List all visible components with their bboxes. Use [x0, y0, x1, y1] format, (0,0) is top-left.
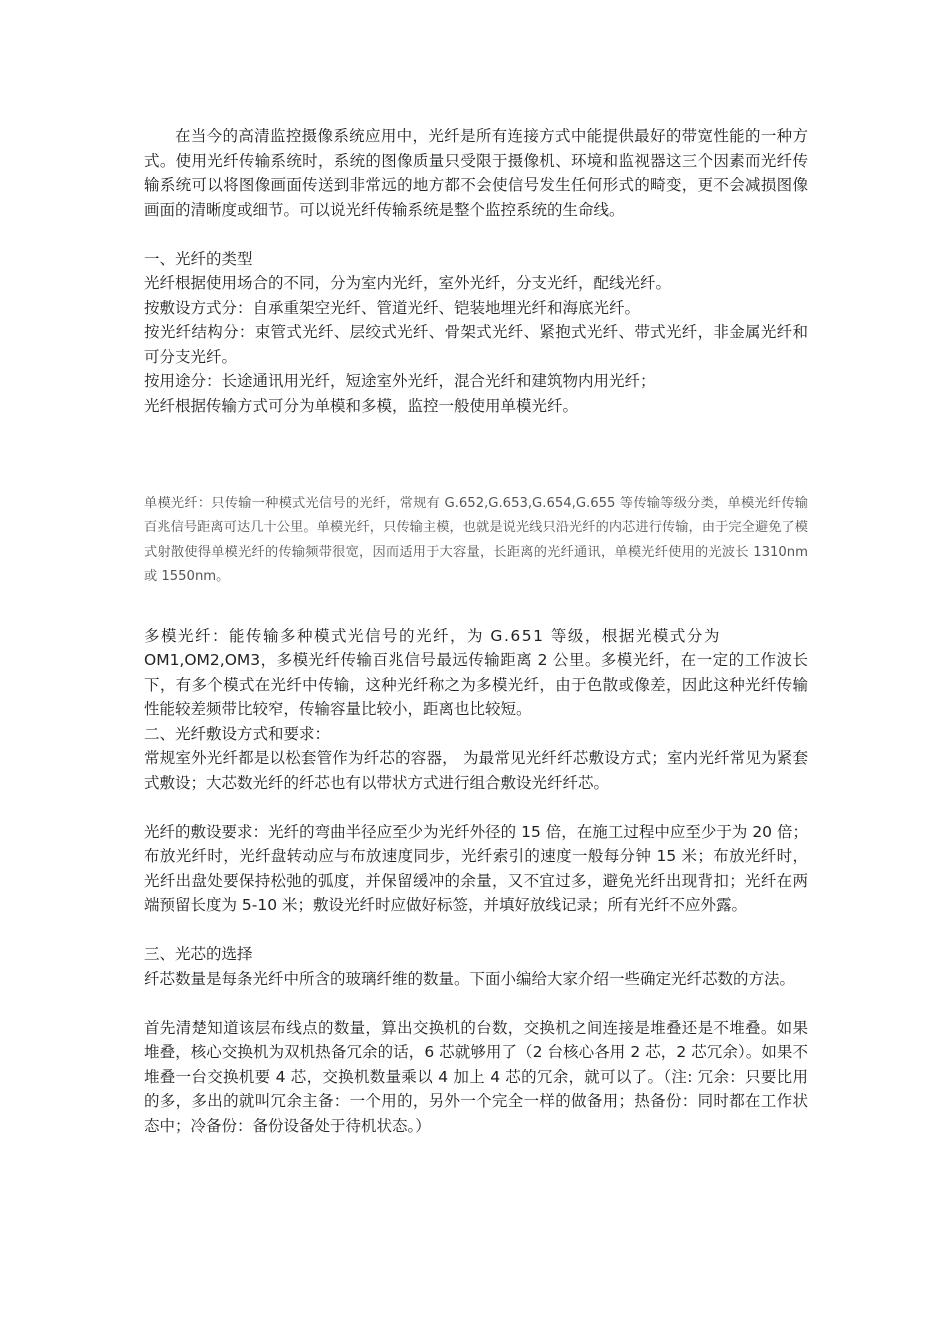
- singlemode-paragraph: 单模光纤：只传输一种模式光信号的光纤，常规有 G.652,G.653,G.654,G.655 等传输等级分类，单模光纤传输百兆信号距离可达几十公里。单模光纤，只传输主模，也就是说光线只沿光纤的内芯进行传输，由于完全避免了模式射散使得单模光纤的传输频带很宽，因而适用于大容量，长距离的光纤通讯，单模光纤使用的光波长 1310nm 或 1550nm。: [144, 496, 808, 585]
- spacer: [144, 991, 808, 1016]
- spacer: [144, 222, 808, 247]
- section1-line-3: 按光纤结构分：束管式光纤、层绞式光纤、骨架式光纤、紧抱式光纤、带式光纤，非金属光纤和可分支光纤。: [144, 323, 808, 366]
- document-page: [144, 124, 808, 1138]
- section2-paragraph-2: 光纤的敷设要求：光纤的弯曲半径应至少为光纤外径的 15 倍，在施工过程中应至少于为 20 倍；布放光纤时，光纤盘转动应与布放速度同步，光纤索引的速度一般每分钟 15 米；布放光纤时，光纤出盘处要保持松弛的弧度，并保留缓冲的余量，又不宜过多，避免光纤出现背扣；光纤在两端预留长度为 5-10 米；敷设光纤时应做好标签，并填好放线记录；所有光纤不应外露。: [144, 822, 808, 915]
- section1-line-2: 按敷设方式分：自承重架空光纤、管道光纤、铠装地埋光纤和海底光纤。: [144, 298, 641, 317]
- spacer: [144, 795, 808, 820]
- multimode-paragraph: OM1,OM2,OM3，多模光纤传输百兆信号最远传输距离 2 公里。多模光纤，在一定的工作波长下，有多个模式在光纤中传输，这种光纤称之为多模光纤，由于色散或像差，因此这种光纤传输性能较差频带比较窄，传输容量比较小，距离也比较短。: [144, 651, 808, 719]
- intro-paragraph: 在当今的高清监控摄像系统应用中，光纤是所有连接方式中能提供最好的带宽性能的一种方式。使用光纤传输系统时，系统的图像质量只受限于摄像机、环境和监视器这三个因素而光纤传输系统可以将图像画面传送到非常远的地方都不会使信号发生任何形式的畸变，更不会减损图像画面的清晰度或细节。可以说光纤传输系统是整个监控系统的生命线。: [144, 127, 808, 219]
- section2-heading: 二、光纤敷设方式和要求：: [144, 724, 331, 743]
- section2-paragraph-1: 常规室外光纤都是以松套管作为纤芯的容器， 为最常见光纤纤芯敷设方式；室内光纤常见为紧套式敷设；大芯数光纤的纤芯也有以带状方式进行组合敷设光纤纤芯。: [144, 749, 808, 792]
- spacer: [144, 918, 808, 943]
- section1-line-1: 光纤根据使用场合的不同，分为室内光纤，室外光纤，分支光纤，配线光纤。: [144, 274, 672, 292]
- spacer: [144, 590, 808, 624]
- spacer: [144, 418, 808, 492]
- section3-heading: 三、光芯的选择: [144, 945, 253, 964]
- section3-paragraph-2: 首先清楚知道该层布线点的数量，算出交换机的台数，交换机之间连接是堆叠还是不堆叠。如果堆叠，核心交换机为双机热备冗余的话，6 芯就够用了（2 台核心各用 2 芯，2 芯冗余）。如果不堆叠一台交换机要 4 芯，交换机数量乘以 4 加上 4 芯的冗余，就可以了。（注: 冗余：只要比用的多，多出的就叫冗余主备：一个用的，另外一个完全一样的做备用；热备份：同时都在工作状态中；冷备份：备份设备处于待机状态。）: [144, 1018, 808, 1135]
- multimode-lead: 多模光纤：能传输多种模式光信号的光纤，为 G.651 等级，根据光模式分为: [144, 626, 721, 645]
- section1-line-5: 光纤根据传输方式可分为单模和多模，监控一般使用单模光纤。: [144, 396, 579, 415]
- section1-heading: 一、光纤的类型: [144, 249, 253, 268]
- section1-line-4: 按用途分：长途通讯用光纤，短途室外光纤，混合光纤和建筑物内用光纤；: [144, 372, 656, 390]
- section3-paragraph-1: 纤芯数量是每条光纤中所含的玻璃纤维的数量。下面小编给大家介绍一些确定光纤芯数的方法。: [144, 969, 796, 988]
